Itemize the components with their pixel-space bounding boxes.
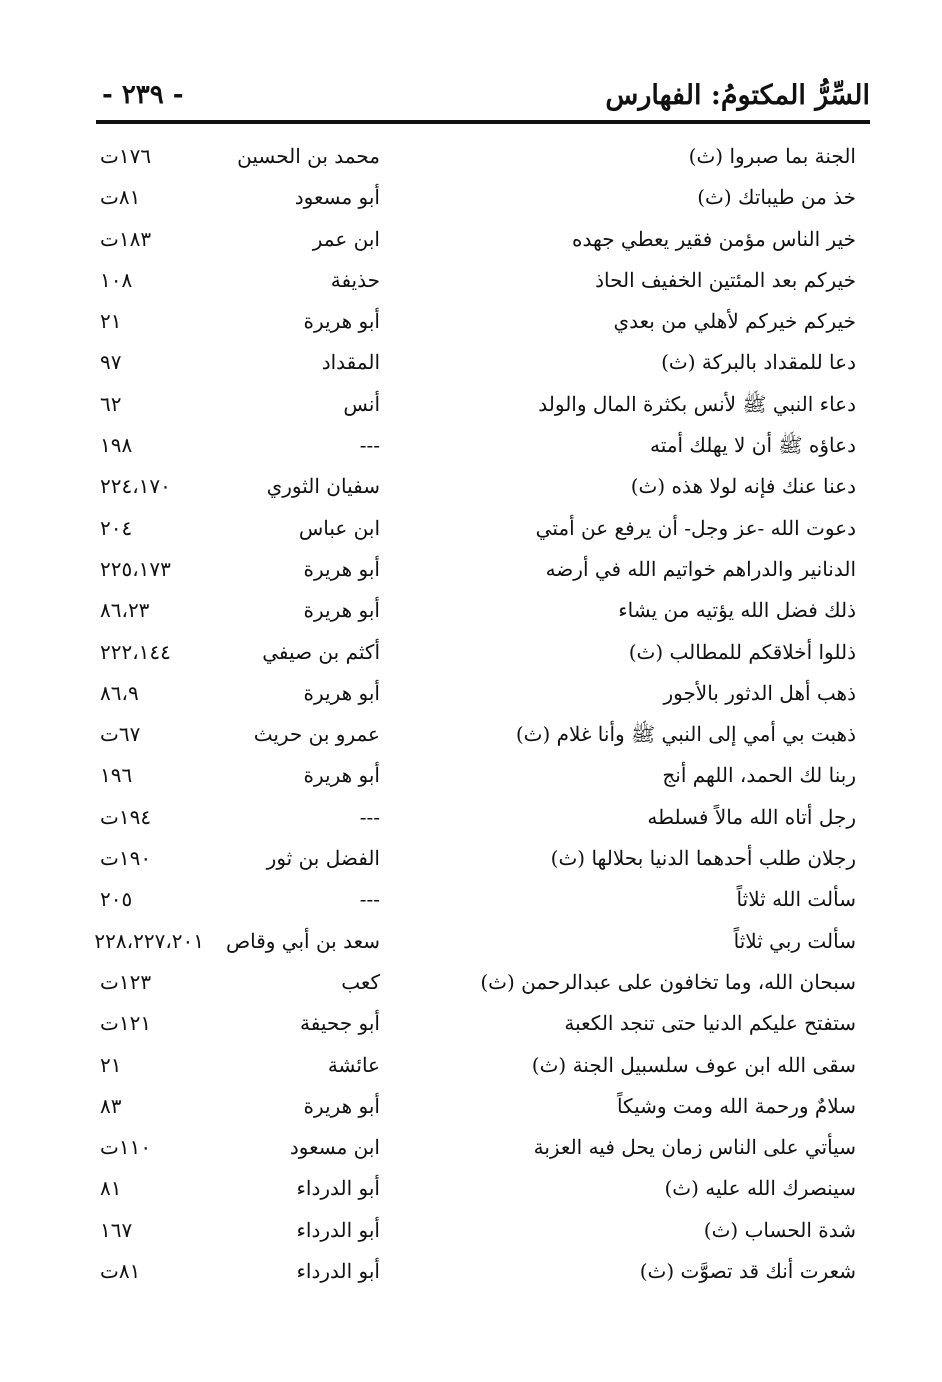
index-row (96, 427, 870, 468)
header-rule (96, 120, 870, 124)
index-row (96, 1129, 870, 1170)
hadith-text: رجل أتاه الله مالاً فسلطه (647, 804, 856, 829)
hadith-text: الدنانير والدراهم خواتيم الله في أرضه (545, 556, 856, 581)
narrator-name: محمد بن الحسين (237, 144, 380, 168)
index-row (96, 757, 870, 798)
page-reference: ١٩٠ت (100, 846, 152, 871)
hadith-text: خيركم بعد المئتين الخفيف الحاذ (595, 267, 856, 292)
narrator-name: ابن مسعود (289, 1135, 380, 1160)
page-reference: ٦٢ (100, 391, 122, 416)
page-reference: ١٢٣ت (100, 969, 152, 994)
narrator-name: أبو مسعود (294, 185, 380, 210)
hadith-text: ذهب أهل الدثور بالأجور (663, 680, 856, 705)
index-row (96, 675, 870, 716)
narrator-name: أبو هريرة (303, 680, 380, 705)
index-row (96, 923, 870, 964)
running-title: السِّرُّ المكتومُ: الفهارس (605, 80, 870, 111)
narrator-name: أبو الدرداء (296, 1259, 380, 1284)
narrator-name: عائشة (327, 1052, 380, 1077)
hadith-text: دعا للمقداد بالبركة (ث) (661, 350, 856, 375)
hadith-text: ذلك فضل الله يؤتيه من يشاء (618, 598, 856, 623)
hadith-text: دعنا عنك فإنه لولا هذه (ث) (630, 474, 856, 499)
hadith-text: سينصرك الله عليه (ث) (664, 1176, 856, 1201)
index-row (96, 799, 870, 840)
page-reference: ٨١ (100, 1176, 122, 1201)
hadith-text: رجلان طلب أحدهما الدنيا بحلالها (ث) (550, 846, 856, 871)
index-row (96, 179, 870, 220)
index-row (96, 1047, 870, 1088)
narrator-name: كعب (341, 969, 380, 994)
index-row (96, 344, 870, 385)
hadith-text: خير الناس مؤمن فقير يعطي جهده (572, 226, 856, 251)
hadith-text: سألت الله ثلاثاً (736, 887, 856, 912)
page-reference: ١٦٧ (100, 1217, 133, 1242)
index-row (96, 964, 870, 1005)
page-reference: ٢٢٨،٢٢٧،٢٠١ (94, 928, 204, 953)
hadith-text: ستفتح عليكم الدنيا حتى تنجد الكعبة (564, 1011, 856, 1036)
narrator-name: --- (359, 804, 380, 829)
narrator-name: المقداد (321, 350, 380, 375)
index-list (96, 138, 870, 1294)
index-row (96, 592, 870, 633)
page-reference: ٨٦،٢٣ (100, 598, 150, 623)
hadith-text: ذهبت بي أمي إلى النبي ﷺ وأنا غلام (ث) (515, 722, 856, 747)
page-reference: ٩٧ (100, 350, 122, 375)
page-reference: ١١٠ت (100, 1135, 152, 1160)
index-row (96, 634, 870, 675)
page-reference: ١٩٨ (100, 433, 133, 458)
page-reference: ١٨٣ت (100, 226, 152, 251)
page-reference: ٨١ت (100, 185, 141, 210)
page-reference: ٢٢٢،١٤٤ (100, 639, 171, 664)
hadith-text: سبحان الله، وما تخافون على عبدالرحمن (ث) (480, 969, 856, 994)
narrator-name: أبو هريرة (303, 598, 380, 623)
index-row (96, 1212, 870, 1253)
hadith-text: سلامٌ ورحمة الله ومت وشيكاً (616, 1093, 856, 1118)
page-reference: ١٧٦ت (100, 144, 152, 168)
index-row (96, 386, 870, 427)
narrator-name: أبو هريرة (303, 309, 380, 334)
page-reference: ٨١ت (100, 1259, 141, 1284)
page-reference: ٦٧ت (100, 722, 141, 747)
page-reference: ١٩٤ت (100, 804, 152, 829)
page-reference: ٢٠٥ (100, 887, 133, 912)
page-reference: ٢١ (100, 309, 122, 334)
hadith-text: سيأتي على الناس زمان يحل فيه العزبة (533, 1135, 856, 1160)
narrator-name: أبو هريرة (303, 763, 380, 788)
page-reference: ٢١ (100, 1052, 122, 1077)
hadith-text: شدة الحساب (ث) (703, 1217, 856, 1242)
page-number: - ٢٣٩ - (102, 80, 184, 110)
page-header (96, 80, 870, 120)
index-row (96, 1170, 870, 1211)
narrator-name: سفيان الثوري (266, 474, 380, 499)
narrator-name: أنس (343, 391, 380, 416)
index-row (96, 840, 870, 881)
narrator-name: عمرو بن حريث (253, 722, 380, 747)
index-row (96, 1088, 870, 1129)
index-row (96, 716, 870, 757)
index-row (96, 1005, 870, 1046)
narrator-name: أبو هريرة (303, 556, 380, 581)
narrator-name: أبو هريرة (303, 1093, 380, 1118)
index-row (96, 881, 870, 922)
index-row (96, 551, 870, 592)
hadith-text: خذ من طيباتك (ث) (697, 185, 856, 210)
page-reference: ١٠٨ (100, 267, 133, 292)
hadith-text: ربنا لك الحمد، اللهم أنج (662, 763, 856, 788)
hadith-text: خيركم خيركم لأهلي من بعدي (613, 309, 856, 334)
hadith-text: دعاء النبي ﷺ لأنس بكثرة المال والولد (538, 391, 856, 416)
narrator-name: أبو الدرداء (296, 1176, 380, 1201)
hadith-text: دعوت الله -عز وجل- أن يرفع عن أمتي (535, 515, 856, 540)
page-reference: ٢٢٥،١٧٣ (100, 556, 171, 581)
narrator-name: حذيفة (330, 267, 380, 292)
narrator-name: ابن عباس (298, 515, 380, 540)
index-row (96, 138, 870, 179)
page-reference: ٢٢٤،١٧٠ (100, 474, 171, 499)
index-row (96, 221, 870, 262)
hadith-text: شعرت أنك قد تصوَّت (ث) (639, 1259, 856, 1284)
index-row (96, 1253, 870, 1294)
narrator-name: أبو الدرداء (296, 1217, 380, 1242)
page-reference: ٨٣ (100, 1093, 122, 1118)
index-row (96, 303, 870, 344)
narrator-name: ابن عمر (312, 226, 380, 251)
page-reference: ١٩٦ (100, 763, 133, 788)
hadith-text: ذللوا أخلاقكم للمطالب (ث) (628, 639, 856, 664)
narrator-name: --- (359, 433, 380, 458)
narrator-name: سعد بن أبي وقاص (225, 928, 380, 953)
index-row (96, 510, 870, 551)
narrator-name: أبو جحيفة (300, 1011, 380, 1036)
index-row (96, 262, 870, 303)
narrator-name: الفضل بن ثور (266, 846, 380, 871)
page-reference: ٨٦،٩ (100, 680, 139, 705)
page-reference: ٢٠٤ (100, 515, 133, 540)
narrator-name: --- (359, 887, 380, 912)
hadith-text: سألت ربي ثلاثاً (733, 928, 856, 953)
page-reference: ١٢١ت (100, 1011, 152, 1036)
narrator-name: أكثم بن صيفي (262, 639, 380, 664)
hadith-text: الجنة بما صبروا (ث) (688, 144, 856, 168)
hadith-text: سقى الله ابن عوف سلسبيل الجنة (ث) (531, 1052, 856, 1077)
hadith-text: دعاؤه ﷺ أن لا يهلك أمته (650, 433, 856, 458)
index-row (96, 468, 870, 509)
